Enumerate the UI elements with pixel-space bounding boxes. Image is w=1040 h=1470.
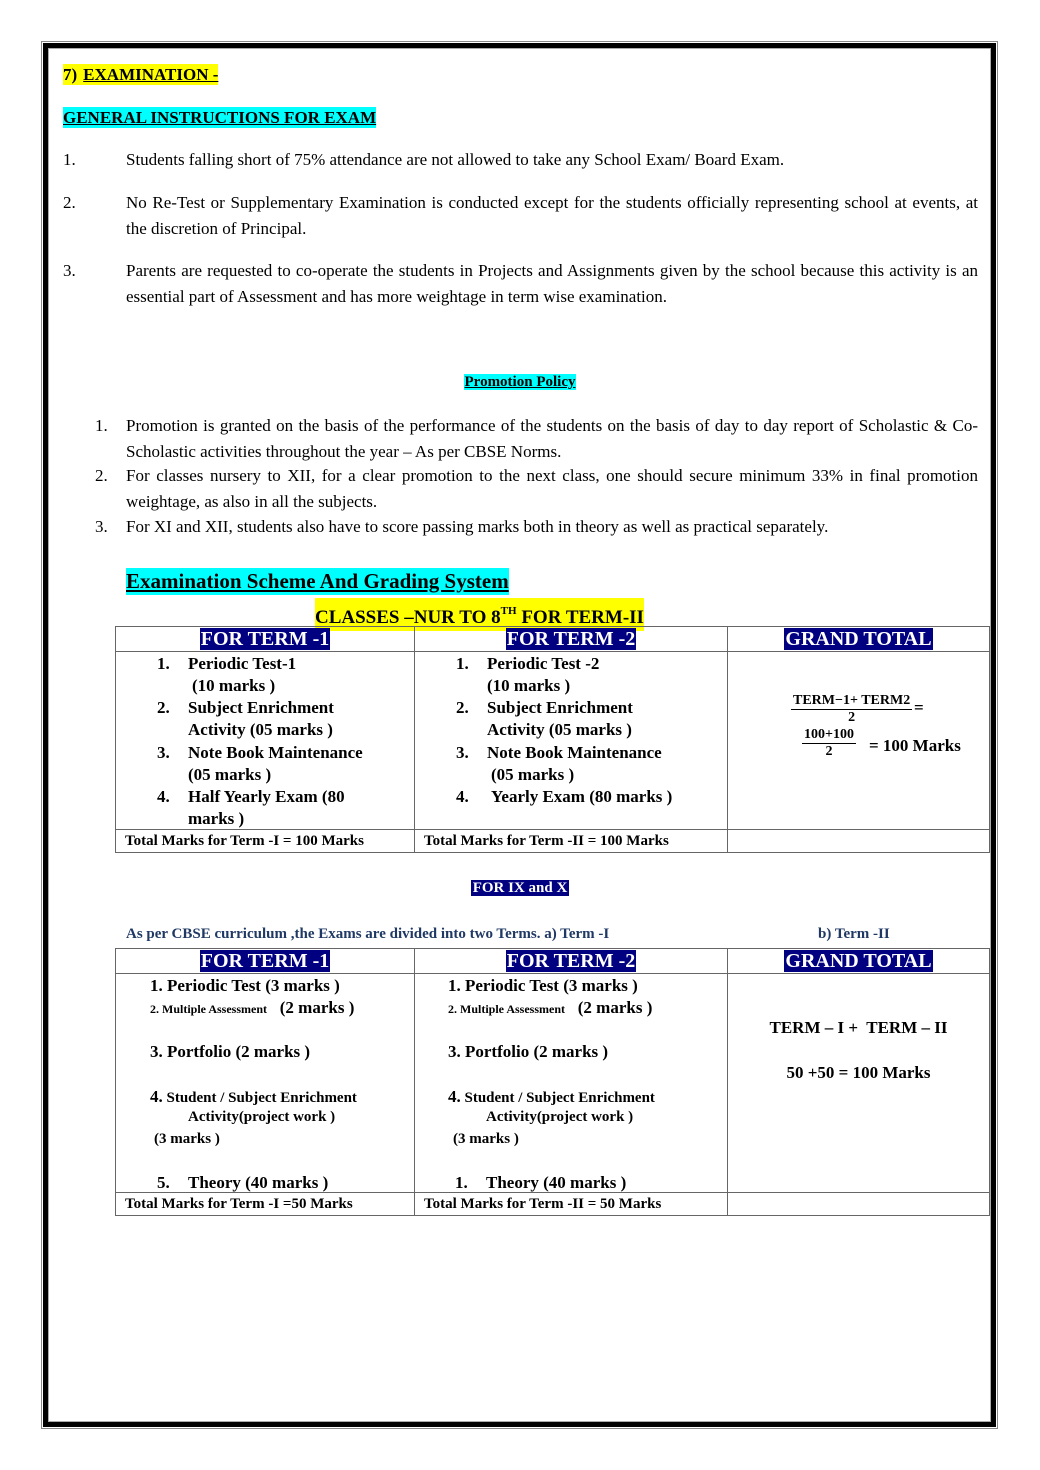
enrich-number: 4. — [150, 1087, 163, 1106]
promotion-text: For classes nursery to XII, for a clear promotion to the next class, one should secure minimum 33% in final promotion weightage, as also in all the subjects. — [126, 466, 978, 511]
total-grand — [728, 830, 990, 853]
item-periodic-test: 1. Periodic Test (3 marks ) — [448, 976, 638, 995]
header-cell — [728, 627, 990, 652]
instruction-text: Parents are requested to co-operate the students in Projects and Assignments given by the school because this activity is an essential part of Assessment and has more weightage in term wise examination. — [126, 261, 978, 306]
item-portfolio: 3. Portfolio (2 marks ) — [150, 1042, 311, 1061]
promotion-number: 1. — [95, 416, 108, 435]
promotion-number: 2. — [95, 466, 108, 485]
grand-total-cell — [728, 652, 990, 830]
fraction-values — [802, 728, 856, 759]
instruction-text: Students falling short of 75% attendance are not allowed to take any School Exam/ Board Exam. — [126, 150, 785, 169]
instruction-number: 2. — [63, 193, 76, 212]
enrich-text: Student / Subject Enrichment — [166, 1090, 357, 1106]
multiple-label: 2. Multiple Assessment — [448, 1002, 565, 1016]
grand-total-result: 50 +50 = 100 Marks — [786, 1063, 931, 1082]
fraction-numerator: TERM−1+ TERM2 — [793, 693, 911, 708]
table-row — [116, 652, 990, 830]
enrich-marks: (3 marks ) — [154, 1131, 220, 1147]
scheme-table-ix-x — [115, 948, 990, 1216]
header-cell — [116, 949, 415, 974]
grand-total-formula-text: TERM – I + TERM – II — [769, 1018, 948, 1037]
total-term-1: Total Marks for Term -I = 100 Marks — [116, 830, 415, 853]
multiple-label: 2. Multiple Assessment — [150, 1002, 267, 1016]
scheme-table-nur-8 — [115, 626, 990, 853]
item-number: 2. — [157, 698, 170, 717]
item-text: Periodic Test-1 — [188, 654, 297, 673]
table-total-row — [116, 830, 990, 853]
item-text: (10 marks ) — [487, 676, 571, 695]
table-header-row — [116, 627, 990, 652]
item-text: Subject Enrichment — [487, 698, 633, 717]
classes-suffix: FOR TERM-II — [516, 607, 644, 628]
promotion-text: Promotion is granted on the basis of the performance of the students on the basis of day to day report of Scholastic & Co- Scholastic activities throughout the year – As per CBSE Norms. — [126, 416, 978, 461]
item-number: 1. — [456, 654, 469, 673]
instruction-text: No Re-Test or Supplementary Examination is conducted except for the students officially representing school at events, at the discretion of Principal. — [126, 193, 978, 238]
total-term-1: Total Marks for Term -I =50 Marks — [116, 1193, 415, 1216]
ix-x-title: FOR IX and X — [472, 880, 568, 896]
item-multiple-assessment — [448, 997, 652, 1020]
item-text: Periodic Test -2 — [487, 654, 600, 673]
instruction-number: 3. — [63, 261, 76, 280]
total-term-2: Total Marks for Term -II = 100 Marks — [415, 830, 728, 853]
cbse-note-term-2: b) Term -II — [818, 926, 890, 942]
item-multiple-assessment — [150, 997, 354, 1020]
item-text: Subject Enrichment — [188, 698, 334, 717]
item-text: (10 marks ) — [192, 676, 276, 695]
promotion-number: 3. — [95, 517, 108, 536]
item-number: 3. — [456, 743, 469, 762]
enrich-text: Student / Subject Enrichment — [464, 1090, 655, 1106]
item-theory: Theory (40 marks ) — [188, 1173, 329, 1192]
multiple-marks: (2 marks ) — [279, 998, 355, 1017]
item-portfolio: 3. Portfolio (2 marks ) — [448, 1042, 609, 1061]
enrich-marks: (3 marks ) — [453, 1131, 519, 1147]
item-text: (05 marks ) — [188, 765, 272, 784]
grand-total-cell — [728, 974, 990, 1193]
header-cell — [415, 949, 728, 974]
ix-x-title-row — [0, 879, 1040, 898]
promotion-policy-title-row — [0, 372, 1040, 393]
enrich-text: Activity(project work ) — [486, 1109, 634, 1125]
fraction-denominator: 2 — [825, 744, 833, 759]
table-total-row — [116, 1193, 990, 1216]
total-term-2: Total Marks for Term -II = 50 Marks — [415, 1193, 728, 1216]
item-text: (05 marks ) — [491, 765, 575, 784]
section-title — [63, 64, 218, 85]
enrich-text: Activity(project work ) — [188, 1109, 336, 1125]
instruction-number: 1. — [63, 150, 76, 169]
term1-cell — [116, 974, 415, 1193]
fraction-denominator: 2 — [848, 710, 856, 725]
general-instructions-title: GENERAL INSTRUCTIONS FOR EXAM — [63, 108, 377, 127]
term2-cell — [415, 652, 728, 830]
header-cell — [415, 627, 728, 652]
section-heading: EXAMINATION - — [83, 65, 219, 84]
theory-number: 1. — [455, 1173, 468, 1192]
fraction-numerator: 100+100 — [804, 727, 854, 742]
header-term-2: FOR TERM -2 — [506, 628, 636, 650]
term1-cell — [116, 652, 415, 830]
item-periodic-test: 1. Periodic Test (3 marks ) — [150, 976, 340, 995]
item-number: 4. — [157, 787, 170, 806]
term2-cell — [415, 974, 728, 1193]
header-grand-total: GRAND TOTAL — [785, 628, 932, 650]
fraction-term — [791, 694, 912, 725]
scheme-title: Examination Scheme And Grading System — [126, 569, 509, 593]
item-text: Half Yearly Exam (80 — [188, 787, 345, 806]
classes-prefix: CLASSES –NUR TO 8 — [315, 607, 501, 628]
table-row — [116, 974, 990, 1193]
theory-number: 5. — [157, 1173, 170, 1192]
item-number: 2. — [456, 698, 469, 717]
item-text: Activity (05 marks ) — [188, 720, 333, 739]
item-number: 3. — [157, 743, 170, 762]
header-term-1: FOR TERM -1 — [200, 950, 330, 972]
table-header-row — [116, 949, 990, 974]
grand-total-result: = 100 Marks — [869, 736, 961, 755]
multiple-marks: (2 marks ) — [577, 998, 653, 1017]
promotion-policy-title: Promotion Policy — [464, 374, 576, 390]
item-number: 1. — [157, 654, 170, 673]
item-text: Note Book Maintenance — [487, 743, 662, 762]
promotion-text: For XI and XII, students also have to score passing marks both in theory as well as practical separately. — [126, 517, 829, 536]
header-grand-total: GRAND TOTAL — [785, 950, 932, 972]
header-cell — [728, 949, 990, 974]
cbse-note: As per CBSE curriculum ,the Exams are divided into two Terms. a) Term -I — [126, 926, 610, 942]
equals-sign: = — [914, 698, 924, 717]
header-term-2: FOR TERM -2 — [506, 950, 636, 972]
item-text: Yearly Exam (80 marks ) — [491, 787, 673, 806]
item-text: Note Book Maintenance — [188, 743, 363, 762]
total-grand — [728, 1193, 990, 1216]
item-number: 4. — [456, 787, 469, 806]
enrich-number: 4. — [448, 1087, 461, 1106]
header-term-1: FOR TERM -1 — [200, 628, 330, 650]
classes-sup: TH — [500, 605, 517, 617]
header-cell — [116, 627, 415, 652]
item-text: marks ) — [188, 809, 245, 828]
item-text: Activity (05 marks ) — [487, 720, 632, 739]
section-number: 7) — [63, 65, 78, 84]
item-theory: Theory (40 marks ) — [486, 1173, 627, 1192]
